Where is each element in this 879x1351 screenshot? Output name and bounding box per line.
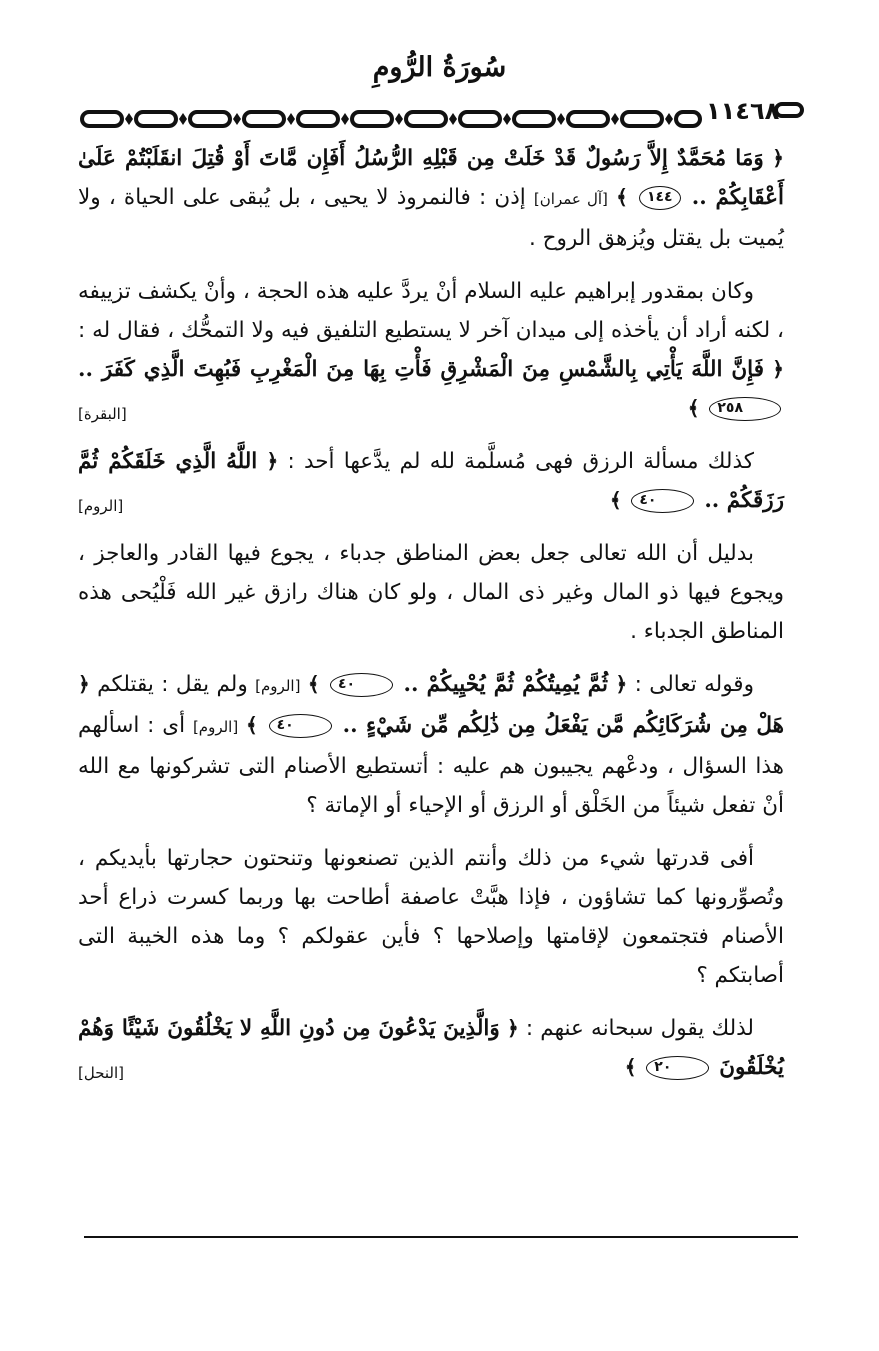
paragraph-3 — [78, 442, 784, 520]
quran-quote: اللَّهُ الَّذِي خَلَقَكُمْ ثُمَّ رَزَقَكُمْ .. — [78, 449, 784, 513]
paragraph-7 — [78, 1009, 784, 1087]
body-text: أى : اسألهم هذا السؤال ، ودعْهم يجيبون هم عليه : أتستطيع الأصنام التى تشركونها مع الله أنْ تفعل شيئاً من الخَلْق أو الرزق أو الإحياء أو الإماتة ؟ — [78, 713, 784, 818]
body-text: وقوله تعالى : — [634, 672, 754, 697]
surah-reference: [الروم] — [78, 497, 124, 515]
paragraph-4 — [78, 534, 784, 651]
quran-close-bracket-icon: ﴾ — [687, 396, 700, 420]
paragraph-1 — [78, 139, 784, 258]
surah-reference: [الروم] — [255, 677, 301, 695]
body-text: أفى قدرتها شيء من ذلك وأنتم الذين تصنعونها وتنحتون حجارتها بأيديكم ، وتُصوِّرونها كما تشاؤون ، فإذا هبَّتْ عاصفة أطاحت بها وربما كسرت ذراع أحد الأصنام فتجتمعون لإقامتها وإصلاحها ؟ فأين عقولكم ؟ وما هذه الخيبة التى أصابتكم ؟ — [78, 846, 784, 988]
body-text: بدليل أن الله تعالى جعل بعض المناطق جدباء ، يجوع فيها القادر والعاجز ، ويجوع فيها ذو المال وغير ذى المال ، ولو كان هناك رازق غير الله فَلْيُحى هذه المناطق الجدباء . — [78, 541, 784, 644]
footer-rule — [84, 1236, 798, 1238]
quran-open-bracket-icon: ﴿ — [506, 1016, 519, 1040]
ayah-number-badge: ٢٥٨ — [709, 397, 781, 421]
quran-quote: وَالَّذِينَ يَدْعُونَ مِن دُونِ اللَّهِ لا يَخْلُقُونَ شَيْئًا وَهُمْ يُخْلَقُونَ — [78, 1016, 784, 1080]
body-text: كذلك مسألة الرزق فهى مُسلَّمة لله لم يدَّعها أحد : — [287, 449, 754, 474]
body-text: إذن : فالنمروذ لا يحيى ، بل يُبقى على الحياة ، ولا يُميت بل يقتل ويُزهق الروح . — [78, 185, 784, 251]
quran-quote: وَمَا مُحَمَّدٌ إِلاَّ رَسُولٌ قَدْ خَلَتْ مِن قَبْلِهِ الرُّسُلُ أَفَإِن مَّاتَ أَوْ قُتِلَ انقَلَبْتُمْ عَلَىٰ أَعْقَابِكُمْ .. — [78, 146, 784, 210]
quran-close-bracket-icon: ﴾ — [624, 1055, 637, 1079]
quran-open-bracket-icon: ﴿ — [615, 672, 628, 696]
quran-open-bracket-icon: ﴿ — [772, 146, 784, 170]
body-text: وكان بمقدور إبراهيم عليه السلام أنْ يردَّ عليه هذه الحجة ، وأنْ يكشف تزييفه ، لكنه أراد أن يأخذه إلى ميدان آخر لا يستطيع التلفيق فيه ولا التمحُّك ، فقال له : — [78, 279, 784, 343]
ayah-number-badge: ٤٠ — [269, 714, 332, 738]
surah-reference: [الروم] — [192, 718, 239, 736]
quran-close-bracket-icon: ﴾ — [246, 713, 258, 737]
surah-reference: [البقرة] — [78, 405, 127, 423]
ayah-number-badge: ٤٠ — [631, 489, 694, 513]
surah-reference: [النحل] — [78, 1064, 125, 1082]
ayah-number-badge: ٤٠ — [330, 673, 393, 697]
page-number: ١١٤٦٨ — [706, 97, 780, 125]
quran-quote: فَإِنَّ اللَّهَ يَأْتِي بِالشَّمْسِ مِنَ الْمَشْرِقِ فَأْتِ بِهَا مِنَ الْمَغْرِبِ فَبُهِتَ الَّذِي كَفَرَ .. — [78, 357, 764, 382]
body-text: ولم يقل : يقتلكم — [97, 672, 248, 697]
quran-quote: هَلْ مِن شُرَكَائِكُم مَّن يَفْعَلُ مِن ذَٰلِكُم مِّن شَيْءٍ .. — [342, 713, 784, 738]
quran-open-bracket-icon: ﴿ — [78, 672, 90, 696]
quran-open-bracket-icon: ﴿ — [772, 357, 784, 381]
body-text: لذلك يقول سبحانه عنهم : — [525, 1016, 754, 1041]
ayah-number-badge: ٢٠ — [646, 1056, 709, 1080]
page-body — [78, 139, 784, 1101]
paragraph-2 — [78, 272, 784, 428]
ayah-number-badge: ١٤٤ — [639, 186, 681, 210]
quran-close-bracket-icon: ﴾ — [307, 672, 320, 696]
quran-quote: ثُمَّ يُمِيتُكُمْ ثُمَّ يُحْيِيكُمْ .. — [403, 672, 609, 697]
header-chain-border — [78, 96, 804, 136]
quran-close-bracket-icon: ﴾ — [609, 488, 622, 512]
paragraph-5 — [78, 665, 784, 825]
quran-close-bracket-icon: ﴾ — [616, 185, 628, 209]
surah-title: سُورَةُ الرُّومِ — [372, 52, 507, 83]
paragraph-6 — [78, 839, 784, 995]
surah-reference: [آل عمران] — [533, 190, 608, 208]
quran-open-bracket-icon: ﴿ — [266, 449, 279, 473]
